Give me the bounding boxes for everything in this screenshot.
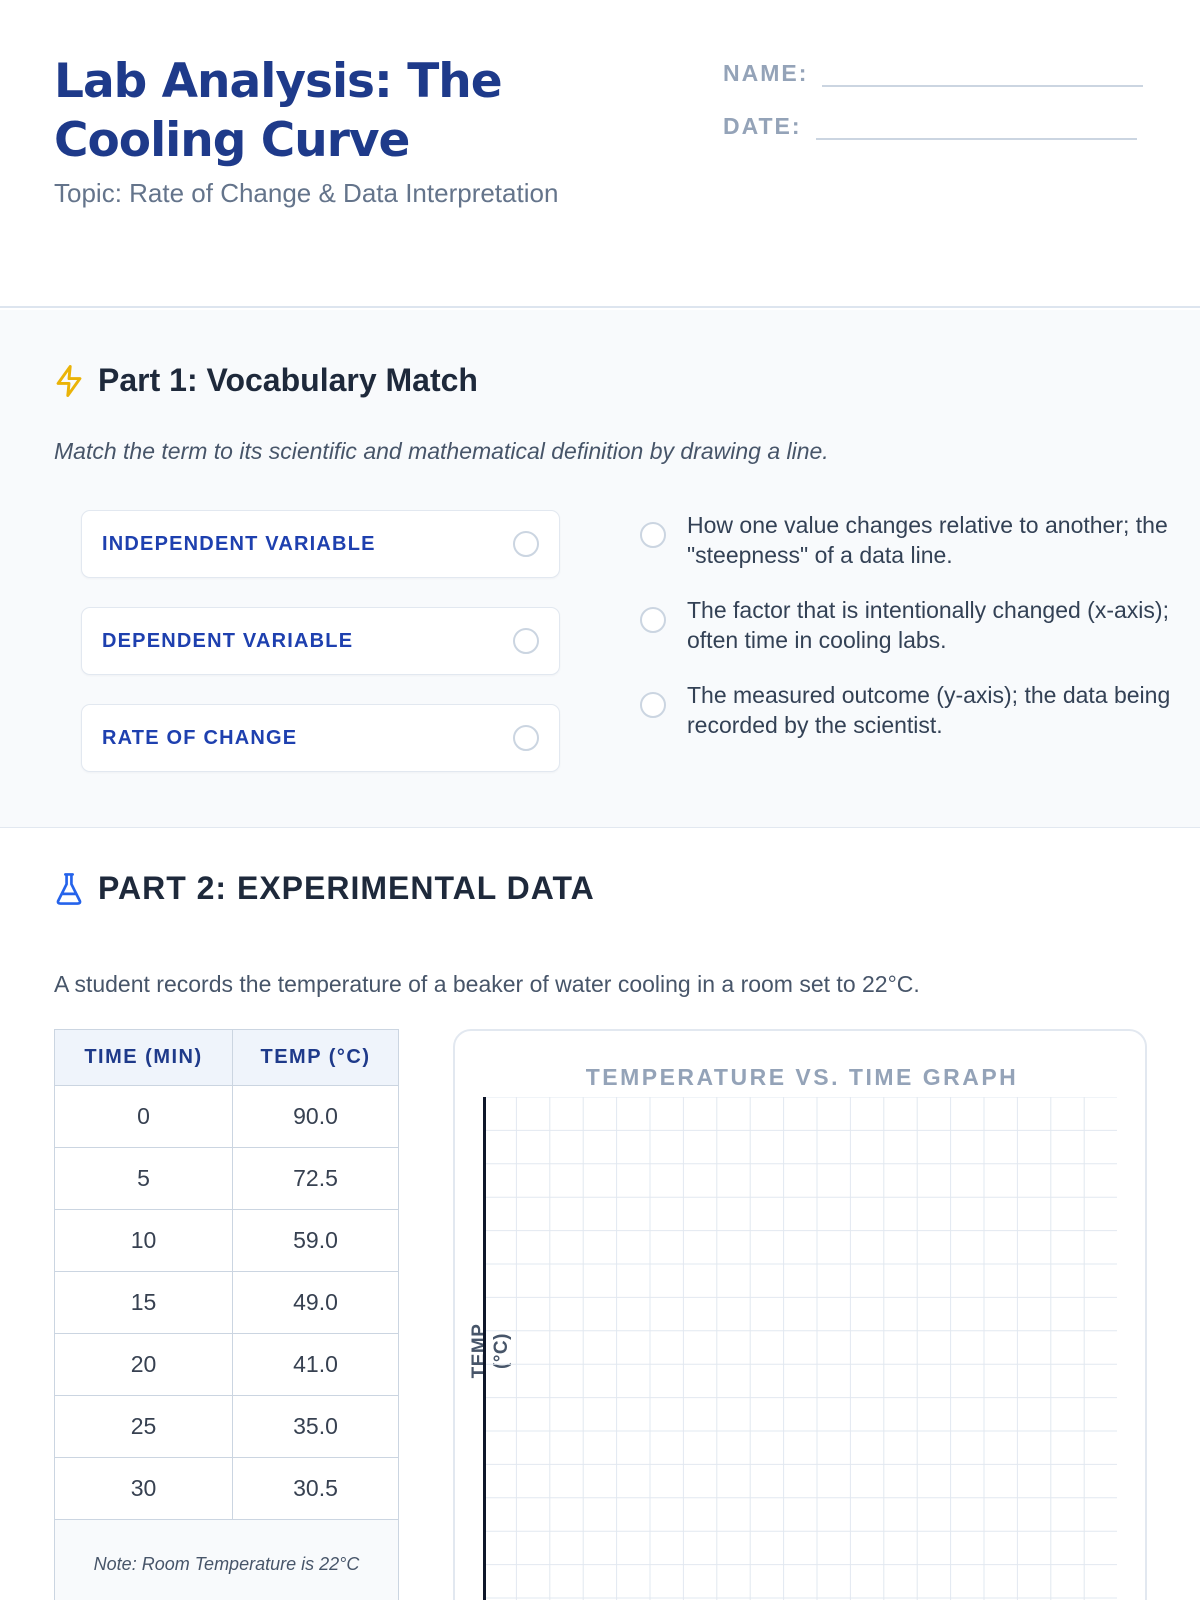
column-header-time: TIME (MIN) [55,1030,233,1086]
match-dot[interactable] [640,607,666,633]
graph-y-axis-label: TEMP (°C) [469,1323,512,1379]
table-note-row [55,1520,399,1600]
lightning-icon [54,364,84,398]
temp-cell: 72.5 [233,1148,399,1210]
part1-instructions: Match the term to its scientific and mathematical definition by drawing a line. [54,438,829,464]
time-cell: 25 [55,1396,233,1458]
table-row [55,1334,399,1396]
match-dot[interactable] [640,522,666,548]
part1-section [0,310,1200,828]
term-card-rate-of-change[interactable] [81,704,560,772]
column-header-temp: TEMP (°C) [233,1030,399,1086]
table-row [55,1086,399,1148]
date-field [723,113,1137,140]
table-row [55,1458,399,1520]
part2-description: A student records the temperature of a beaker of water cooling in a room set to 22°C. [54,971,920,997]
term-label: DEPENDENT VARIABLE [102,630,354,652]
match-dot[interactable] [513,628,539,654]
temp-cell: 41.0 [233,1334,399,1396]
table-header-row [55,1030,399,1086]
table-row [55,1148,399,1210]
part2-title: PART 2: EXPERIMENTAL DATA [98,870,595,906]
page-subtitle: Topic: Rate of Change & Data Interpretation [54,178,559,208]
definition-text: How one value changes relative to another; the "steepness" of a data line. [687,512,1168,568]
worksheet-header [0,0,1200,308]
page-title: Lab Analysis: The Cooling Curve [54,54,502,168]
time-cell: 15 [55,1272,233,1334]
name-input-line[interactable] [822,67,1143,87]
term-label: INDEPENDENT VARIABLE [102,533,376,555]
name-field [723,60,1143,87]
term-label: RATE OF CHANGE [102,727,298,749]
table-note: Note: Room Temperature is 22°C [55,1520,399,1600]
table-body [55,1086,399,1520]
match-dot[interactable] [513,725,539,751]
temp-cell: 90.0 [233,1086,399,1148]
part1-heading [54,362,478,399]
time-cell: 10 [55,1210,233,1272]
term-card-dependent-variable[interactable] [81,607,560,675]
temp-cell: 59.0 [233,1210,399,1272]
table-row [55,1272,399,1334]
match-dot[interactable] [640,692,666,718]
term-card-independent-variable[interactable] [81,510,560,578]
time-cell: 30 [55,1458,233,1520]
time-cell: 0 [55,1086,233,1148]
graph-grid[interactable] [483,1097,1117,1600]
part2-section [0,828,1200,1600]
part2-heading [54,870,595,907]
name-label: NAME: [723,60,809,86]
graph-title: TEMPERATURE VS. TIME GRAPH [585,1064,1019,1090]
graph-card [453,1029,1147,1600]
table-row [55,1210,399,1272]
time-cell: 5 [55,1148,233,1210]
match-dot[interactable] [513,531,539,557]
part1-title: Part 1: Vocabulary Match [98,362,478,398]
definition-text: The factor that is intentionally changed (x-axis); often time in cooling labs. [687,597,1169,653]
data-table [54,1029,399,1600]
flask-icon [54,872,84,906]
date-input-line[interactable] [816,120,1137,140]
temp-cell: 30.5 [233,1458,399,1520]
time-cell: 20 [55,1334,233,1396]
date-label: DATE: [723,113,802,139]
table-row [55,1396,399,1458]
temp-cell: 35.0 [233,1396,399,1458]
definition-text: The measured outcome (y-axis); the data being recorded by the scientist. [687,682,1171,738]
temp-cell: 49.0 [233,1272,399,1334]
